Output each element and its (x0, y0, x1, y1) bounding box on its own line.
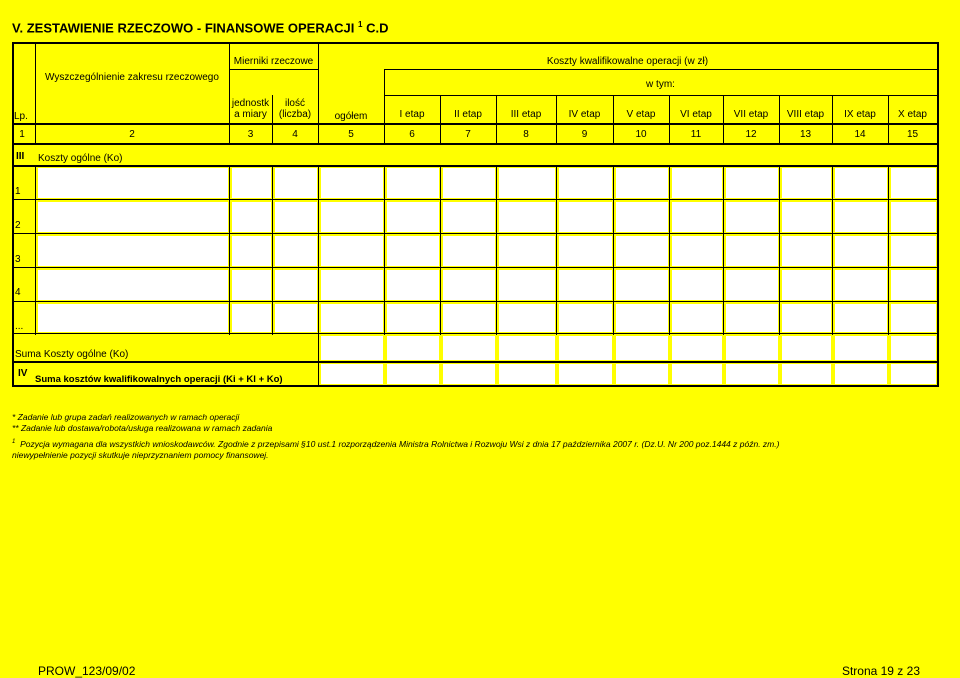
header-jednostka-2: a miary (234, 109, 267, 120)
grid-line-h (384, 95, 938, 96)
input-cell (782, 202, 831, 232)
header-jednostka-1: jednostk (231, 98, 270, 109)
input-cell (835, 202, 887, 232)
suma-iv-cell (443, 364, 495, 384)
grid-line-v (272, 165, 273, 335)
input-cell (275, 304, 317, 332)
grid-line-v (669, 165, 670, 335)
suma-ko-cell (672, 336, 722, 360)
input-cell (38, 236, 228, 266)
grid-line-v (832, 165, 833, 335)
suma-ko-label: Suma Koszty ogólne (Ko) (15, 349, 129, 360)
section-iii-label: Koszty ogólne (Ko) (38, 153, 123, 164)
column-number: 12 (745, 129, 757, 140)
header-w-tym: w tym: (646, 79, 675, 90)
input-cell (835, 168, 887, 198)
footer-page-number: Strona 19 z 23 (841, 664, 920, 678)
input-cell (321, 168, 383, 198)
column-number: 3 (247, 129, 254, 140)
input-cell (559, 236, 612, 266)
input-cell (891, 202, 936, 232)
header-etap: VII etap (733, 109, 769, 120)
grid-line-v (888, 165, 889, 335)
grid-line-v (35, 42, 36, 125)
input-cell (38, 202, 228, 232)
input-cell (321, 270, 383, 300)
grid-line-h (12, 143, 939, 145)
column-number: 2 (129, 129, 135, 140)
input-cell (38, 304, 228, 332)
note-1: * Zadanie lub grupa zadań realizowanych w ramach operacji (12, 412, 240, 422)
suma-ko-cell (616, 336, 668, 360)
column-number: 5 (348, 129, 354, 140)
header-ogolem: ogółem (334, 111, 368, 122)
input-cell (443, 168, 495, 198)
suma-iv-cell (499, 364, 555, 384)
input-cell (559, 168, 612, 198)
section-iv-label: Suma kosztów kwalifikowalnych operacji (Ki + Kl + Ko) (35, 374, 283, 385)
suma-iv-cell (387, 364, 439, 384)
column-number: 14 (854, 129, 866, 140)
suma-ko-cell (835, 336, 887, 360)
input-cell (835, 304, 887, 332)
input-cell (672, 236, 722, 266)
input-cell (616, 236, 668, 266)
grid-line-v (723, 165, 724, 335)
header-etap: I etap (399, 109, 425, 120)
suma-iv-cell (726, 364, 778, 384)
suma-iv-cell (321, 364, 383, 384)
input-cell (782, 168, 831, 198)
grid-line-h (12, 385, 939, 387)
column-number: 11 (690, 129, 702, 140)
grid-line-h (12, 301, 939, 302)
input-cell (559, 202, 612, 232)
suma-ko-cell (726, 336, 778, 360)
input-cell (559, 270, 612, 300)
input-cell (38, 168, 228, 198)
header-koszty: Koszty kwalifikowalne operacji (w zł) (546, 56, 709, 67)
header-etap: X etap (898, 109, 927, 120)
row-number: 2 (15, 220, 21, 231)
input-cell (499, 304, 555, 332)
column-number: 7 (465, 129, 471, 140)
note-3: $^1$ Pozycja wymagana dla wszystkich wnioskodawców. Zgodnie z przepisami §10 ust.1 rozporządzenia Ministra Rolnictwa i Rozwoju Wsi z dnia 17 października 2007 r. (Dz.U. Nr 200 poz.1444 z późn. zm.) (12, 438, 780, 449)
suma-iv-cell (782, 364, 831, 384)
suma-ko-cell (321, 336, 383, 360)
grid-line-v (384, 165, 385, 335)
grid-line-v (318, 333, 319, 387)
grid-line-h (12, 42, 939, 44)
suma-ko-cell (387, 336, 439, 360)
input-cell (443, 236, 495, 266)
suma-ko-cell (559, 336, 612, 360)
grid-line-v (496, 165, 497, 335)
input-cell (726, 304, 778, 332)
input-cell (232, 168, 271, 198)
column-number: 9 (581, 129, 588, 140)
input-cell (782, 236, 831, 266)
row-number: ... (15, 321, 24, 332)
section-iv-roman: IV (18, 368, 28, 379)
input-cell (443, 304, 495, 332)
grid-line-v (35, 165, 36, 335)
input-cell (672, 168, 722, 198)
input-cell (387, 168, 439, 198)
column-number: 8 (523, 129, 529, 140)
note-4: niewypełnienie pozycji skutkuje nieprzyznaniem pomocy finansowej. (12, 449, 269, 460)
grid-line-h (384, 69, 938, 70)
input-cell (387, 202, 439, 232)
input-cell (782, 270, 831, 300)
grid-line-h (12, 199, 939, 200)
input-cell (387, 270, 439, 300)
input-cell (387, 236, 439, 266)
grid-line-v (318, 165, 319, 335)
input-cell (672, 202, 722, 232)
footnotes (12, 412, 779, 461)
input-cell (616, 202, 668, 232)
input-cell (443, 202, 495, 232)
column-number: 13 (799, 129, 812, 140)
column-number: 15 (906, 129, 919, 140)
input-cell (232, 202, 271, 232)
grid-line-v (556, 165, 557, 335)
column-number: 4 (292, 129, 298, 140)
header-ilosc-2: (liczba) (278, 109, 312, 120)
input-cell (616, 304, 668, 332)
input-cell (726, 168, 778, 198)
input-cell (232, 304, 271, 332)
input-cell (275, 236, 317, 266)
footer-doc-id: PROW_123/09/02 (38, 664, 136, 678)
input-cell (891, 236, 936, 266)
header-etap: IX etap (844, 109, 876, 120)
input-cell (232, 236, 271, 266)
input-cell (499, 236, 555, 266)
header-etap: II etap (454, 109, 482, 120)
header-ilosc-1: ilość (284, 98, 305, 109)
row-number: 1 (15, 186, 21, 197)
input-cell (499, 270, 555, 300)
grid-line-v (440, 165, 441, 335)
input-cell (387, 304, 439, 332)
input-cell (232, 270, 271, 300)
suma-ko-cell (891, 336, 936, 360)
suma-iv-cell (616, 364, 668, 384)
grid-line-h (12, 123, 939, 125)
input-cell (726, 202, 778, 232)
page-title: V. ZESTAWIENIE RZECZOWO - FINANSOWE OPERACJI $^1$ C.D (12, 20, 389, 36)
input-cell (321, 202, 383, 232)
input-cell (38, 270, 228, 300)
input-cell (891, 168, 936, 198)
column-number: 1 (19, 129, 25, 140)
suma-ko-cell (499, 336, 555, 360)
header-etap: IV etap (568, 109, 601, 120)
input-cell (321, 304, 383, 332)
input-cell (443, 270, 495, 300)
input-cell (672, 304, 722, 332)
row-number: 4 (15, 287, 21, 298)
input-cell (499, 168, 555, 198)
suma-ko-cell (443, 336, 495, 360)
grid-line-h (229, 69, 319, 70)
header-lp: Lp. (14, 111, 28, 122)
grid-line-v (613, 165, 614, 335)
grid-line-h (12, 165, 939, 167)
suma-iv-cell (891, 364, 936, 384)
input-cell (275, 168, 317, 198)
header-mierniki: Mierniki rzeczowe (233, 56, 314, 67)
grid-line-h (12, 333, 939, 334)
note-2: ** Zadanie lub dostawa/robota/usługa realizowana w ramach zadania (12, 423, 273, 433)
suma-iv-cell (559, 364, 612, 384)
input-cell (672, 270, 722, 300)
input-cell (321, 236, 383, 266)
row-number: 3 (15, 254, 21, 265)
input-cell (616, 168, 668, 198)
input-cell (726, 270, 778, 300)
grid-line-h (12, 233, 939, 234)
grid-line-h (12, 361, 939, 363)
input-cell (891, 270, 936, 300)
header-wyszczegolnienie: Wyszczególnienie zakresu rzeczowego (45, 72, 219, 83)
header-etap: V etap (626, 109, 656, 120)
suma-iv-cell (672, 364, 722, 384)
suma-ko-cell (782, 336, 831, 360)
input-cell (835, 270, 887, 300)
input-cell (782, 304, 831, 332)
column-number: 10 (635, 129, 647, 140)
suma-iv-cell (835, 364, 887, 384)
grid-line-v (229, 165, 230, 335)
input-cell (726, 236, 778, 266)
input-cell (891, 304, 936, 332)
input-cell (499, 202, 555, 232)
header-etap: VI etap (680, 109, 712, 120)
header-etap: VIII etap (786, 109, 825, 120)
grid-line-v (937, 42, 939, 387)
grid-line-h (12, 267, 939, 268)
input-cell (616, 270, 668, 300)
grid-line-v (12, 42, 14, 387)
input-cell (275, 202, 317, 232)
column-number: 6 (409, 129, 415, 140)
input-cell (559, 304, 612, 332)
section-iii-roman: III (16, 151, 25, 162)
input-cell (835, 236, 887, 266)
input-cell (275, 270, 317, 300)
header-etap: III etap (510, 109, 542, 120)
grid-line-v (779, 165, 780, 335)
